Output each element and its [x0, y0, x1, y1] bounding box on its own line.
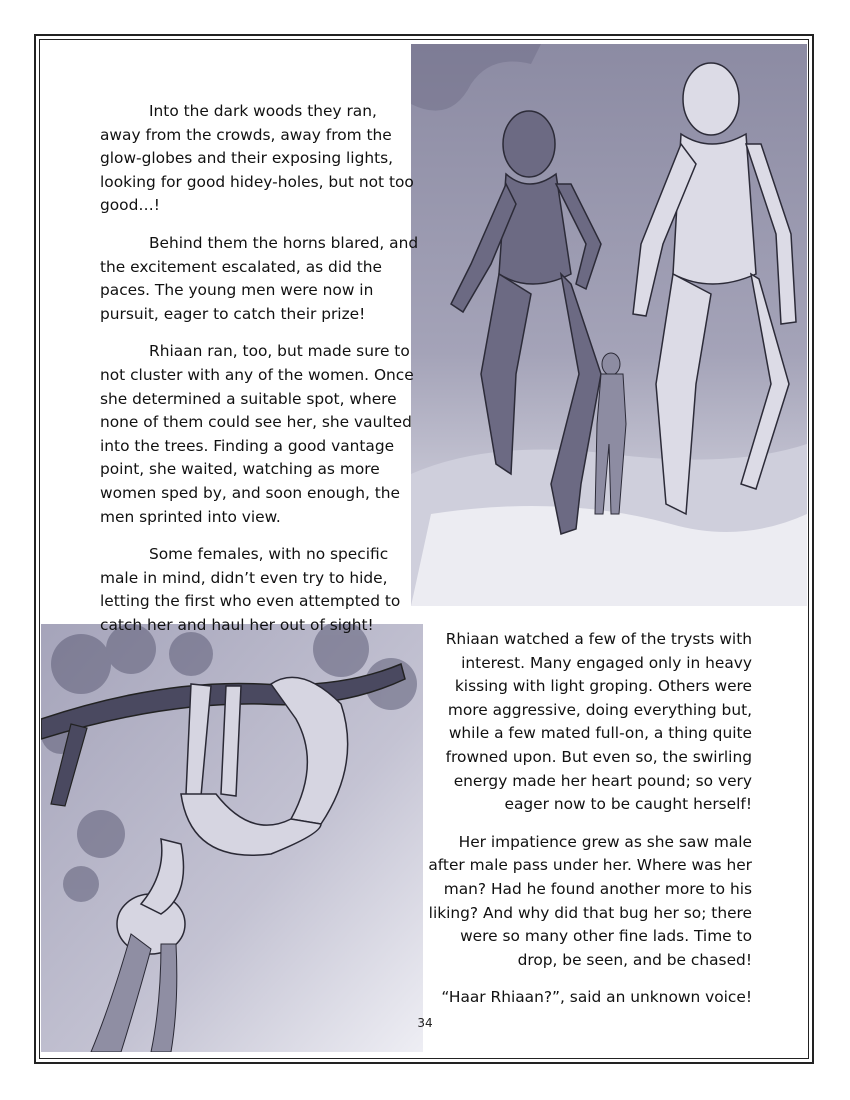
illustration-hanging-woman	[41, 624, 423, 1052]
paragraph: “Haar Rhiaan?”, said an unknown voice!	[441, 988, 752, 1007]
paragraph: Some females, with no specific male in mind, didn’t even try to hide, letting the first who even attempted to catch her and haul her out of sight!	[100, 545, 401, 634]
story-text-left-column	[100, 100, 420, 651]
illustration-running-women	[411, 44, 807, 606]
story-text-right-column	[424, 628, 752, 1024]
paragraph: Her impatience grew as she saw male after male pass under her. Where was her man? Had he found another more to his liking? And why did that bug her so; there were so many other fine lads. Time to drop, be seen, and be chased!	[428, 832, 752, 969]
page-number: 34	[417, 1016, 433, 1030]
paragraph: Behind them the horns blared, and the excitement escalated, as did the paces. The young men were now in pursuit, eager to catch their prize!	[100, 233, 419, 323]
paragraph: Into the dark woods they ran, away from the crowds, away from the glow-globes and their exposing lights, looking for good hidey-holes, but not too good…!	[100, 102, 414, 215]
paragraph: Rhiaan watched a few of the trysts with interest. Many engaged only in heavy kissing with light groping. Others were more aggressive, doing everything but, while a few mated full-on, a thing quite frowned upon. But even so, the swirling energy made her heart pound; so very eager now to be caught herself!	[445, 630, 752, 814]
paragraph: Rhiaan ran, too, but made sure to not cluster with any of the women. Once she determined a suitable spot, where none of them could see her, she vaulted into the trees. Finding a good vantage point, she waited, watching as more women sped by, and soon enough, the men sprinted into view.	[100, 342, 414, 526]
